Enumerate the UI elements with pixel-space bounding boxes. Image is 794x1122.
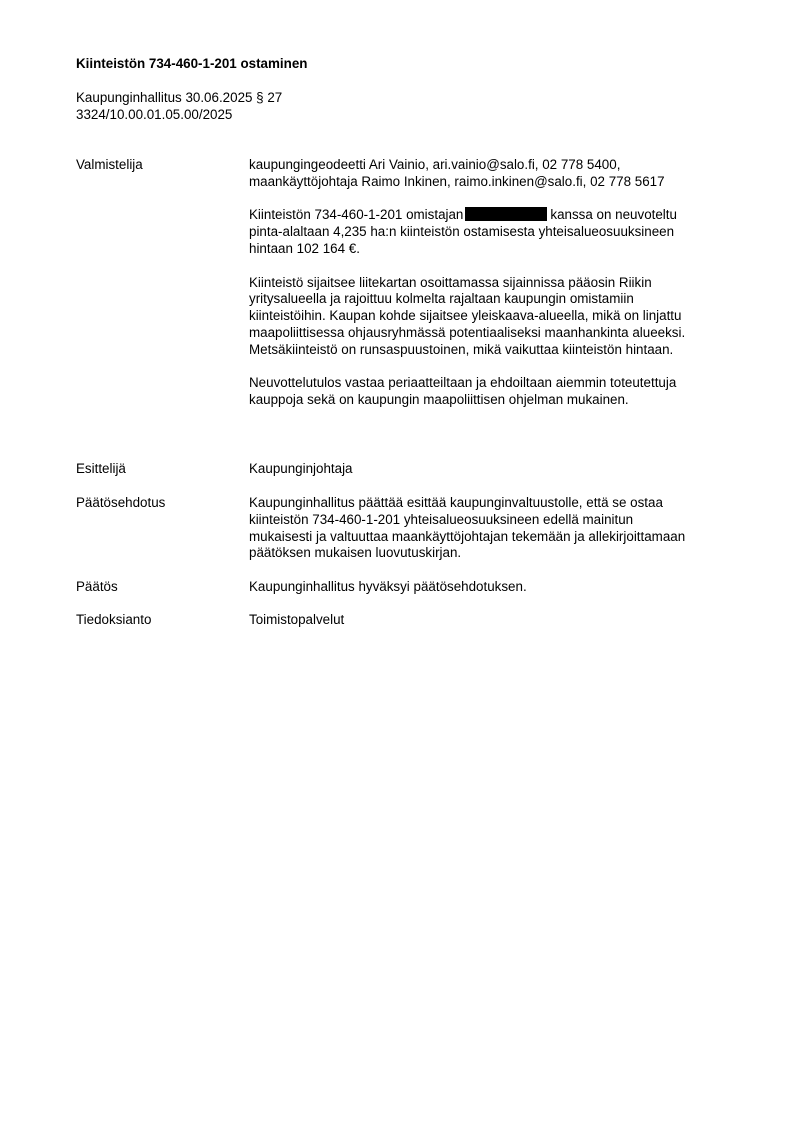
proposal-line: mukaisesti ja valtuuttaa maankäyttöjohtajan tekemään ja allekirjoittamaan: [249, 528, 686, 544]
preparer-line: kaupungingeodeetti Ari Vainio, ari.vainio@salo.fi, 02 778 5400,: [249, 157, 621, 172]
owner-text-before: Kiinteistön 734-460-1-201 omistajan: [249, 207, 464, 223]
paragraph-line: Neuvottelutulos vastaa periaatteiltaan ja ehdoiltaan aiemmin toteutettuja: [249, 375, 677, 391]
label-paatosehdotus: Päätösehdotus: [76, 495, 166, 510]
paragraph-line: Kiinteistö sijaitsee liitekartan osoittamassa sijainnissa pääosin Riikin: [249, 274, 652, 290]
paragraph-line: kauppoja sekä on kaupungin maapoliittisen ohjelman mukainen.: [249, 392, 629, 408]
presenter-line: Kaupunginjohtaja: [249, 461, 353, 476]
preparer-line: maankäyttöjohtaja Raimo Inkinen, raimo.inkinen@salo.fi, 02 778 5617: [249, 173, 665, 189]
esittelija-value: [249, 461, 749, 478]
proposal-line: Kaupunginhallitus päättää esittää kaupunginvaltuustolle, että se ostaa: [249, 495, 663, 510]
paragraph-line: kiinteistöihin. Kaupan kohde sijaitsee yleiskaava-alueella, mikä on linjattu: [249, 308, 682, 324]
paatos-value: [249, 579, 749, 596]
paragraph-line: pinta-alaltaan 4,235 ha:n kiinteistön ostamisesta yhteisalueosuuksineen: [249, 224, 675, 240]
notification-line: Toimistopalvelut: [249, 612, 345, 627]
label-esittelija: Esittelijä: [76, 461, 126, 476]
valmistelija-content: [249, 157, 749, 409]
label-tiedoksianto: Tiedoksianto: [76, 612, 152, 627]
label-paatos: Päätös: [76, 579, 118, 594]
preparers-block: [249, 157, 749, 191]
document-meta: [76, 90, 282, 124]
document-title: Kiinteistön 734-460-1-201 ostaminen: [76, 56, 308, 71]
proposal-line: kiinteistön 734-460-1-201 yhteisalueosuuksineen edellä mainitun: [249, 511, 634, 527]
label-valmistelija: Valmistelija: [76, 157, 143, 172]
proposal-line: päätöksen mukaisen luovutuskirjan.: [249, 545, 462, 561]
paragraph-line: hintaan 102 164 €.: [249, 240, 360, 256]
paragraph-line: [249, 207, 749, 224]
meeting-line: Kaupunginhallitus 30.06.2025 § 27: [76, 90, 283, 105]
owner-text-after: kanssa on neuvoteltu: [550, 207, 677, 223]
redaction-block: [465, 207, 547, 221]
paragraph-location: [249, 275, 749, 359]
tiedoksianto-value: [249, 612, 749, 629]
paragraph-line: yritysalueella ja rajoittuu kolmelta rajaltaan kaupungin omistamiin: [249, 291, 634, 307]
paragraph-line: maapoliittisessa ohjausryhmässä potentiaaliseksi maanhankinta alueeksi.: [249, 324, 686, 340]
paragraph-outcome: [249, 375, 749, 409]
decision-line: Kaupunginhallitus hyväksyi päätösehdotuksen.: [249, 579, 527, 594]
record-number: 3324/10.00.01.05.00/2025: [76, 106, 233, 122]
paragraph-line: Metsäkiinteistö on runsaspuustoinen, mikä vaikuttaa kiinteistön hintaan.: [249, 341, 674, 357]
paragraph-negotiation: [249, 207, 749, 257]
paatosehdotus-content: [249, 495, 749, 562]
